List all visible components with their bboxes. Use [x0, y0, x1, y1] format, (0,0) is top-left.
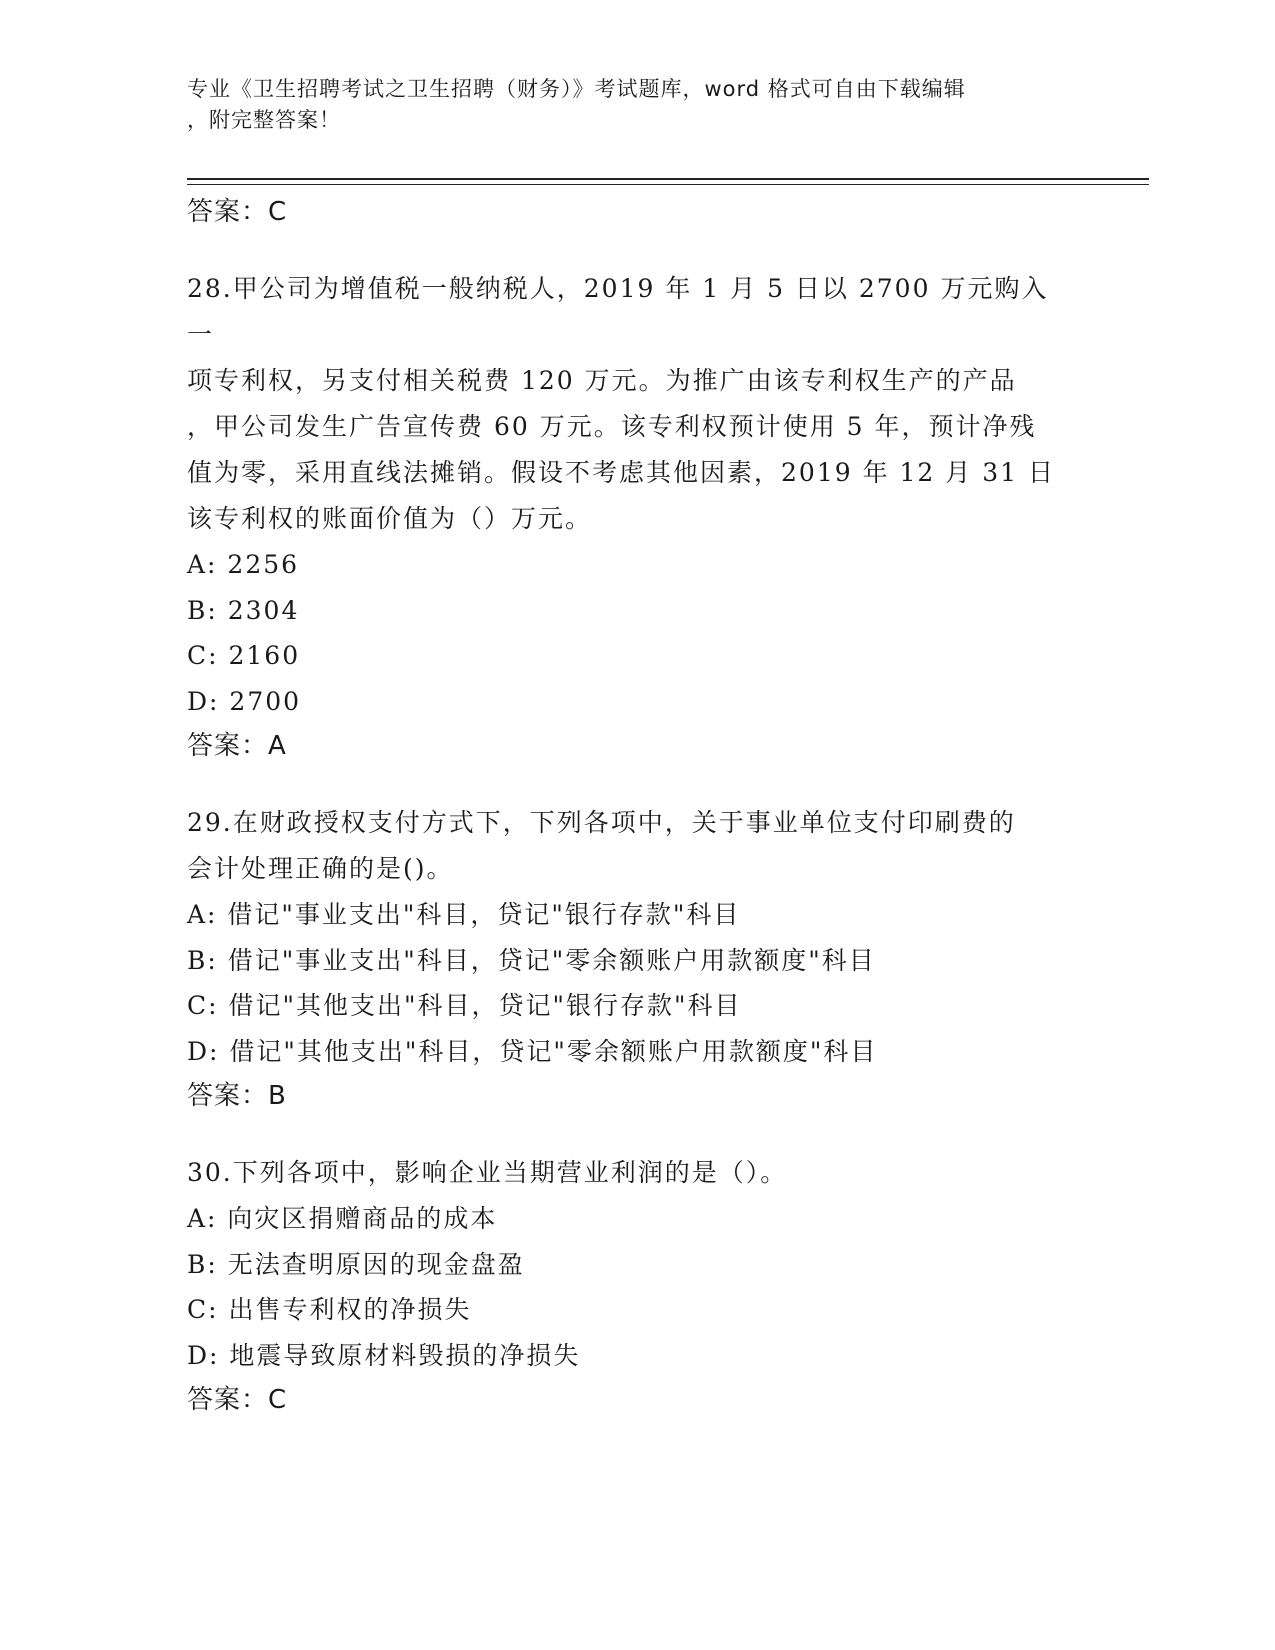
question-line: 项专利权，另支付相关税费 120 万元。为推广由该专利权生产的产品 — [187, 366, 1017, 395]
option-c: C: 出售专利权的净损失 — [187, 1295, 472, 1324]
question-text — [187, 800, 1067, 892]
option-b: B: 2304 — [187, 595, 300, 625]
answer: 答案：B — [187, 1081, 287, 1111]
option-c: C: 2160 — [187, 641, 301, 670]
option-d: D: 借记"其他支出"科目，贷记"零余额账户用款额度"科目 — [187, 1036, 878, 1066]
header-line-1: 专业《卫生招聘考试之卫生招聘（财务）》考试题库，word 格式可自由下载编辑 — [187, 77, 966, 101]
option-b: B: 无法查明原因的现金盘盈 — [187, 1249, 525, 1279]
option-c: C: 借记"其他支出"科目，贷记"银行存款"科目 — [187, 991, 742, 1020]
question-line: 该专利权的账面价值为（）万元。 — [187, 504, 593, 533]
question-list — [187, 190, 1067, 1422]
option-a: A: 向灾区捐赠商品的成本 — [187, 1204, 498, 1233]
option-d: D: 2700 — [187, 686, 302, 716]
question-29 — [187, 800, 1067, 1118]
answer: 答案：A — [187, 731, 287, 761]
header-divider — [187, 178, 1149, 185]
option-a: A: 2256 — [187, 550, 300, 579]
question-line: 30.下列各项中，影响企业当期营业利润的是（）。 — [187, 1158, 788, 1187]
question-line: 值为零，采用直线法摊销。假设不考虑其他因素，2019 年 12 月 31 日 — [187, 458, 1055, 487]
previous-answer: 答案：C — [187, 197, 288, 227]
question-line: 会计处理正确的是()。 — [187, 854, 454, 883]
question-line: ，甲公司发生广告宣传费 60 万元。该专利权预计使用 5 年，预计净残 — [187, 412, 1037, 441]
page-header — [187, 74, 1067, 136]
question-line: 28.甲公司为增值税一般纳税人，2019 年 1 月 5 日以 2700 万元购入一 — [187, 274, 1049, 349]
answer: 答案：C — [187, 1385, 288, 1415]
question-30 — [187, 1150, 1067, 1422]
option-d: D: 地震导致原材料毁损的净损失 — [187, 1340, 581, 1370]
question-28 — [187, 266, 1067, 768]
question-line: 29.在财政授权支付方式下，下列各项中，关于事业单位支付印刷费的 — [187, 808, 1016, 837]
question-text — [187, 266, 1067, 542]
option-a: A: 借记"事业支出"科目，贷记"银行存款"科目 — [187, 900, 741, 929]
question-text — [187, 1150, 1067, 1196]
header-line-2: ，附完整答案！ — [187, 108, 341, 132]
option-b: B: 借记"事业支出"科目，贷记"零余额账户用款额度"科目 — [187, 945, 876, 975]
